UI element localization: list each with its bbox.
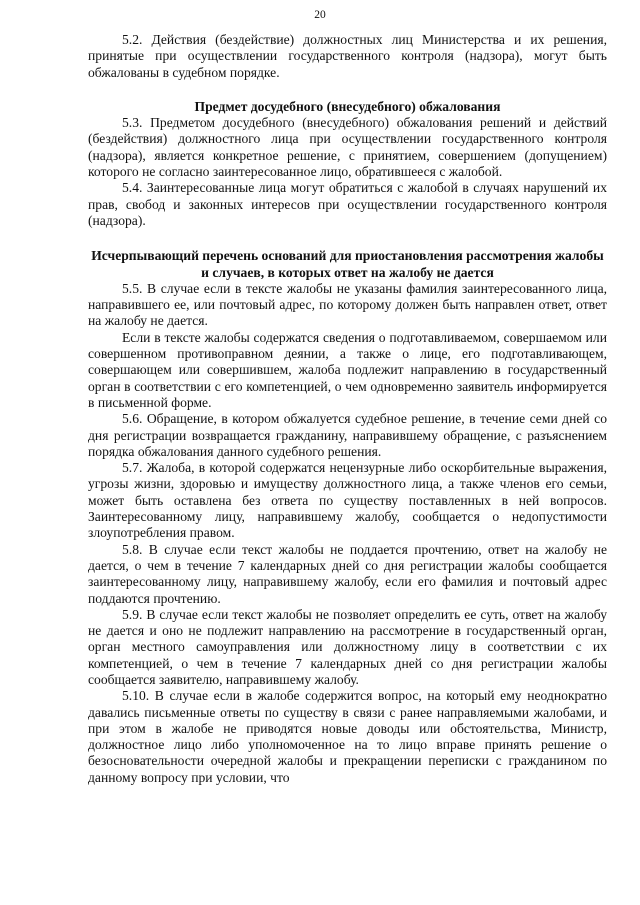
- paragraph-5-5-cont: Если в тексте жалобы содержатся сведения о подготавливаемом, совершаемом или совершенном противоправном деянии, а также о лице, его подготавливающем, совершающем или совершившем, жалоба подлежит направлению в государственный орган в соответствии с его компетенцией, о чем одновременно заявитель информируется в письменной форме.: [88, 329, 607, 410]
- heading-appeal-subject: Предмет досудебного (внесудебного) обжалования: [194, 98, 501, 114]
- paragraph-5-4: 5.4. Заинтересованные лица могут обратиться с жалобой в случаях нарушений их прав, свобод и законных интересов при осуществлении государственного контроля (надзора).: [88, 180, 607, 228]
- page-number: 20: [314, 9, 326, 21]
- paragraph-5-3: 5.3. Предметом досудебного (внесудебного) обжалования решений и действий (бездействия) должностного лица при осуществлении государственного контроля (надзора), является конкретное решение, с принятием, совершением (допущением) которого не согласно заинтересованное лицо, обратившееся с жалобой.: [88, 115, 607, 180]
- paragraph-5-5: 5.5. В случае если в тексте жалобы не указаны фамилия заинтересованного лица, направившего ее, или почтовый адрес, по которому должен быть направлен ответ, ответ на жалобу не дается.: [88, 280, 607, 329]
- heading-grounds-list: Исчерпывающий перечень оснований для приостановления рассмотрения жалобы и случаев, в которых ответ на жалобу не дается: [91, 248, 604, 280]
- paragraph-5-7: 5.7. Жалоба, в которой содержатся нецензурные либо оскорбительные выражения, угрозы жизни, здоровью и имуществу должностного лица, а также членов его семьи, может быть оставлена без ответа по существу поставленных в ней вопросов. Заинтересованному лицу, направившему жалобу, сообщается о недопустимости злоупотребления правом.: [88, 460, 607, 541]
- document-body: [88, 32, 607, 786]
- paragraph-5-9: 5.9. В случае если текст жалобы не позволяет определить ее суть, ответ на жалобу не дается и оно не подлежит направлению на рассмотрение в государственный орган, орган местного самоуправления или должностному лицу в соответствии с их компетенцией, о чем в течение 7 календарных дней со дня регистрации жалобы сообщается заявителю, направившему жалобу.: [88, 606, 607, 687]
- paragraph-5-10: 5.10. В случае если в жалобе содержится вопрос, на который ему неоднократно давались письменные ответы по существу в связи с ранее направляемыми жалобами, и при этом в жалобе не приводятся новые доводы или обстоятельства, Министр, должностное лицо либо уполномоченное на то лицо вправе принять решение о безосновательности очередной жалобы и прекращении переписки с гражданином по данному вопросу при условии, что: [88, 688, 607, 785]
- paragraph-5-2: 5.2. Действия (бездействие) должностных лиц Министерства и их решения, принятые при осуществлении государственного контроля (надзора), могут быть обжалованы в судебном порядке.: [88, 32, 607, 80]
- paragraph-5-8: 5.8. В случае если текст жалобы не поддается прочтению, ответ на жалобу не дается, о чем в течение 7 календарных дней со дня регистрации жалобы сообщается заинтересованному лицу, направившему жалобу, если его фамилия и почтовый адрес поддаются прочтению.: [88, 541, 607, 606]
- paragraph-5-6: 5.6. Обращение, в котором обжалуется судебное решение, в течение семи дней со дня регистрации возвращается гражданину, направившему обращение, с разъяснением порядка обжалования данного судебного решения.: [88, 411, 607, 459]
